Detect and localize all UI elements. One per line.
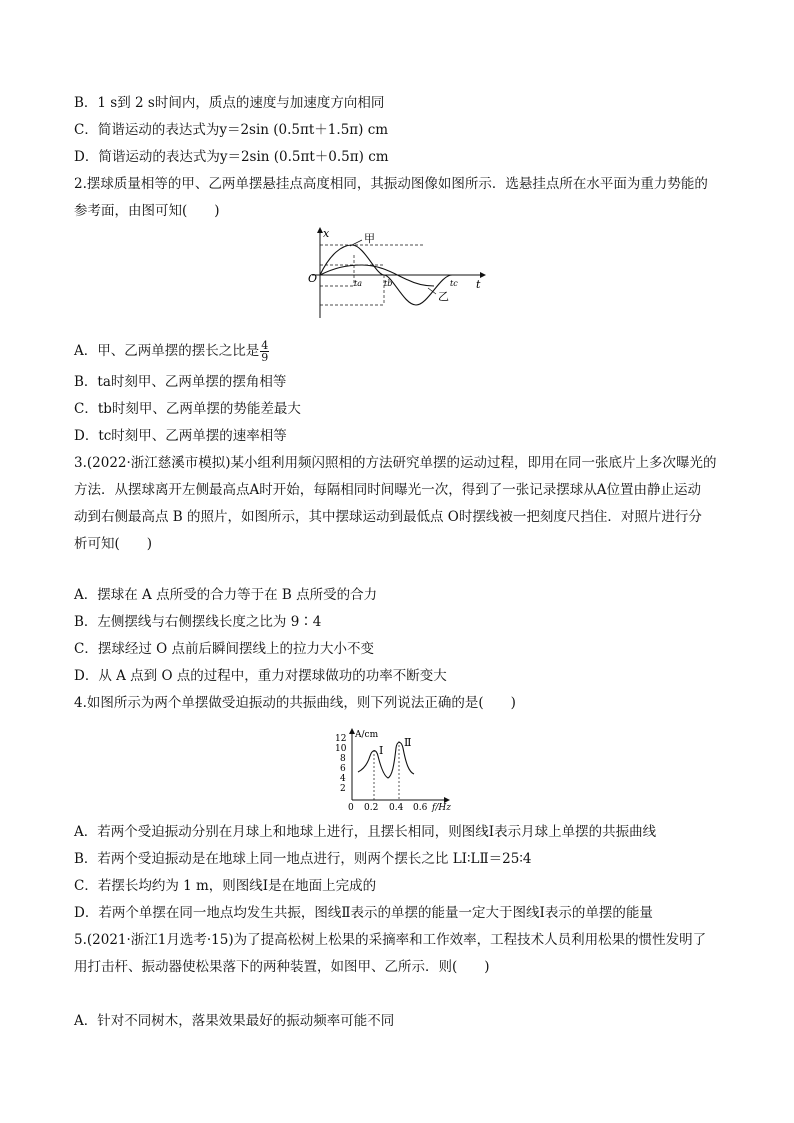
graph-label-x: x (323, 227, 330, 240)
graph-label-tb: tb (384, 279, 393, 288)
q2-option-a (74, 340, 269, 363)
y-tick-10: 10 (335, 744, 347, 754)
q4-option-a: A．若两个受迫振动分别在月球上和地球上进行，且摆长相同，则图线Ⅰ表示月球上单摆的共振曲线 (74, 824, 657, 840)
q3-stem-line2: 方法．从摆球离开左侧最高点A时开始，每隔相同时间曝光一次，得到了一张记录摆球从A位置由静止运动 (74, 482, 701, 498)
curve-label-2: Ⅱ (404, 736, 412, 749)
q2-stem-line2: 参考面，由图可知( ) (74, 203, 220, 219)
q3-option-a: A．摆球在 A 点所受的合力等于在 B 点所受的合力 (74, 587, 378, 603)
q5-stem-line2: 用打击杆、振动器使松果落下的两种装置，如图甲、乙所示．则( ) (74, 959, 490, 975)
q2-option-b: B．ta时刻甲、乙两单摆的摆角相等 (74, 374, 287, 390)
ratio-fraction (260, 340, 269, 363)
graph-label-tc: tc (450, 279, 458, 288)
q5-stem-line1: 5.(2021·浙江1月选考·15)为了提高松树上松果的采摘率和工作效率，工程技术人员利用松果的惯性发明了 (74, 932, 707, 948)
x-tick-0: 0 (348, 803, 354, 813)
graph-label-origin: O (308, 272, 318, 285)
q4-option-c: C．若摆长均约为 1 m，则图线Ⅰ是在地面上完成的 (74, 878, 377, 894)
q1-option-b: B．1 s到 2 s时间内，质点的速度与加速度方向相同 (74, 95, 385, 111)
y-tick-4: 4 (340, 774, 346, 784)
q2-option-d: D．tc时刻甲、乙两单摆的速率相等 (74, 428, 287, 444)
graph-label-t: t (476, 278, 481, 291)
x-tick-0-6: 0.6 (413, 803, 428, 813)
curve-label-1: Ⅰ (379, 744, 384, 757)
q1-option-d: D．简谐运动的表达式为y＝2sin (0.5πt＋0.5π) cm (74, 149, 389, 165)
y-axis-label: A/cm (355, 730, 379, 740)
q1-option-c: C．简谐运动的表达式为y＝2sin (0.5πt＋1.5π) cm (74, 122, 389, 138)
y-tick-6: 6 (340, 764, 346, 774)
q3-option-c: C．摆球经过 O 点前后瞬间摆线上的拉力大小不变 (74, 641, 374, 657)
q3-option-d: D．从 A 点到 O 点的过程中，重力对摆球做功的功率不断变大 (74, 668, 447, 684)
q3-stem-line4: 析可知( ) (74, 536, 153, 552)
y-tick-12: 12 (335, 734, 347, 744)
graph-label-jia: 甲 (364, 232, 375, 245)
fraction-denominator: 9 (261, 351, 269, 364)
q2-option-a-text: A．甲、乙两单摆的摆长之比是 (74, 343, 260, 359)
x-axis-arrow-icon (480, 272, 486, 278)
q3-option-b: B．左侧摆线与右侧摆线长度之比为 9∶4 (74, 614, 322, 630)
graph-label-ta: ta (354, 279, 362, 288)
q4-stem: 4.如图所示为两个单摆做受迫振动的共振曲线，则下列说法正确的是( ) (74, 695, 516, 711)
q3-stem-line1: 3.(2022·浙江慈溪市模拟)某小组利用频闪照相的方法研究单摆的运动过程，即用在同一张底片上多次曝光的 (74, 455, 717, 471)
q3-stem-line3: 动到右侧最高点 B 的照片，如图所示，其中摆球运动到最低点 O时摆线被一把刻度尺挡住．对照片进行分 (74, 509, 702, 525)
resonance-curve-figure (334, 728, 462, 814)
q5-option-a: A．针对不同树木，落果效果最好的振动频率可能不同 (74, 1013, 395, 1029)
pendulum-graph-figure (304, 226, 490, 320)
q4-option-b: B．若两个受迫振动是在地球上同一地点进行，则两个摆长之比 LⅠ∶LⅡ＝25∶4 (74, 851, 532, 867)
fraction-numerator: 4 (261, 339, 269, 352)
graph-label-yi: 乙 (438, 290, 449, 303)
q2-stem-line1: 2.摆球质量相等的甲、乙两单摆悬挂点高度相同，其振动图像如图所示．选悬挂点所在水平面为重力势能的 (74, 176, 708, 192)
y-tick-8: 8 (340, 754, 346, 764)
y-tick-2: 2 (340, 784, 346, 794)
q2-option-c: C．tb时刻甲、乙两单摆的势能差最大 (74, 401, 301, 417)
x-tick-0-2: 0.2 (364, 803, 379, 813)
x-tick-0-4: 0.4 (389, 803, 404, 813)
q4-option-d: D．若两个单摆在同一地点均发生共振，图线Ⅱ表示的单摆的能量一定大于图线Ⅰ表示的单摆的能量 (74, 905, 653, 921)
x-axis-label: f/Hz (432, 803, 451, 813)
